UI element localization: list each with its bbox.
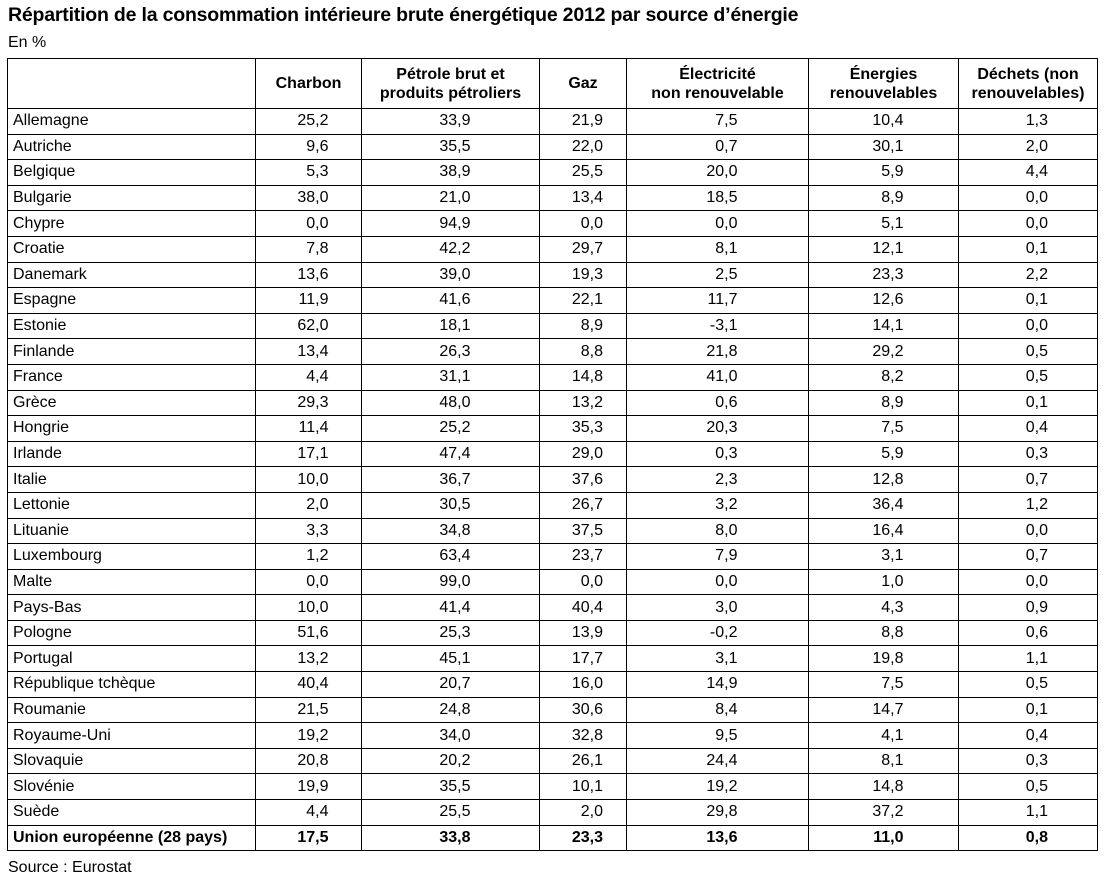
value-cell: 7,5 xyxy=(627,109,809,135)
value-cell: 21,0 xyxy=(362,185,540,211)
value-cell: 18,5 xyxy=(627,185,809,211)
value-cell: 2,0 xyxy=(959,134,1098,160)
country-cell: Allemagne xyxy=(8,109,256,135)
value-cell: 3,3 xyxy=(256,518,362,544)
value-cell: 34,8 xyxy=(362,518,540,544)
value-cell: 16,4 xyxy=(809,518,959,544)
value-cell: 29,7 xyxy=(540,236,627,262)
value-cell: 14,7 xyxy=(809,697,959,723)
value-cell: 5,9 xyxy=(809,160,959,186)
country-cell: Chypre xyxy=(8,211,256,237)
value-cell: 12,6 xyxy=(809,288,959,314)
value-cell: 17,1 xyxy=(256,441,362,467)
value-cell: 7,9 xyxy=(627,544,809,570)
value-cell: 0,3 xyxy=(959,748,1098,774)
value-cell: 26,3 xyxy=(362,339,540,365)
value-cell: 8,4 xyxy=(627,697,809,723)
value-cell: 0,3 xyxy=(627,441,809,467)
value-cell: 4,4 xyxy=(959,160,1098,186)
value-cell: 20,0 xyxy=(627,160,809,186)
value-cell: 19,2 xyxy=(256,723,362,749)
value-cell: 7,8 xyxy=(256,236,362,262)
table-row xyxy=(8,441,1098,467)
country-cell: Finlande xyxy=(8,339,256,365)
value-cell: 14,9 xyxy=(627,672,809,698)
table-row xyxy=(8,518,1098,544)
value-cell: 7,5 xyxy=(809,416,959,442)
value-cell: -0,2 xyxy=(627,620,809,646)
value-cell: 24,8 xyxy=(362,697,540,723)
table-row xyxy=(8,697,1098,723)
value-cell: 12,8 xyxy=(809,467,959,493)
value-cell: 51,6 xyxy=(256,620,362,646)
value-cell: 21,9 xyxy=(540,109,627,135)
table-row xyxy=(8,236,1098,262)
country-cell: Autriche xyxy=(8,134,256,160)
table-row xyxy=(8,723,1098,749)
value-cell: 0,1 xyxy=(959,288,1098,314)
header-dechets: Déchets (non renouvelables) xyxy=(959,59,1098,109)
value-cell: 13,9 xyxy=(540,620,627,646)
country-cell: Roumanie xyxy=(8,697,256,723)
value-cell: 22,1 xyxy=(540,288,627,314)
country-cell: Malte xyxy=(8,569,256,595)
value-cell: 38,9 xyxy=(362,160,540,186)
value-cell: 8,8 xyxy=(809,620,959,646)
value-cell: 2,2 xyxy=(959,262,1098,288)
value-cell: 0,4 xyxy=(959,723,1098,749)
table-row xyxy=(8,262,1098,288)
table-row xyxy=(8,544,1098,570)
page-title: Répartition de la consommation intérieure brute énergétique 2012 par source d’énergie xyxy=(8,4,799,26)
value-cell: 38,0 xyxy=(256,185,362,211)
value-cell: 1,1 xyxy=(959,800,1098,826)
table-row xyxy=(8,134,1098,160)
unit-label: En % xyxy=(8,34,47,51)
value-cell: 42,2 xyxy=(362,236,540,262)
value-cell: 1,0 xyxy=(809,569,959,595)
country-cell: Espagne xyxy=(8,288,256,314)
value-cell: 2,5 xyxy=(627,262,809,288)
value-cell: 40,4 xyxy=(540,595,627,621)
value-cell: 0,5 xyxy=(959,774,1098,800)
value-cell: 2,0 xyxy=(256,492,362,518)
value-cell: 3,1 xyxy=(809,544,959,570)
value-cell: 11,4 xyxy=(256,416,362,442)
value-cell: 0,4 xyxy=(959,416,1098,442)
header-electricite: Électricité non renouvelable xyxy=(627,59,809,109)
value-cell: 4,1 xyxy=(809,723,959,749)
value-cell: 8,1 xyxy=(809,748,959,774)
country-cell: Irlande xyxy=(8,441,256,467)
value-cell: 0,9 xyxy=(959,595,1098,621)
value-cell: 0,0 xyxy=(256,569,362,595)
country-cell: Suède xyxy=(8,800,256,826)
value-cell: 11,0 xyxy=(809,825,959,851)
value-cell: 29,8 xyxy=(627,800,809,826)
table-row xyxy=(8,569,1098,595)
table-row xyxy=(8,620,1098,646)
value-cell: 30,1 xyxy=(809,134,959,160)
value-cell: 13,2 xyxy=(256,646,362,672)
value-cell: 11,7 xyxy=(627,288,809,314)
value-cell: 0,1 xyxy=(959,390,1098,416)
value-cell: 0,1 xyxy=(959,236,1098,262)
energy-table xyxy=(7,58,1098,851)
value-cell: 10,0 xyxy=(256,595,362,621)
value-cell: 14,8 xyxy=(809,774,959,800)
value-cell: 17,7 xyxy=(540,646,627,672)
value-cell: 0,6 xyxy=(959,620,1098,646)
value-cell: 19,2 xyxy=(627,774,809,800)
value-cell: 5,3 xyxy=(256,160,362,186)
source-note: Source : Eurostat xyxy=(8,859,132,876)
header-charbon: Charbon xyxy=(256,59,362,109)
value-cell: 0,0 xyxy=(959,211,1098,237)
value-cell: 30,6 xyxy=(540,697,627,723)
value-cell: 13,6 xyxy=(627,825,809,851)
table-row xyxy=(8,288,1098,314)
value-cell: 35,3 xyxy=(540,416,627,442)
country-cell: Croatie xyxy=(8,236,256,262)
value-cell: 39,0 xyxy=(362,262,540,288)
value-cell: 2,0 xyxy=(540,800,627,826)
country-cell: Hongrie xyxy=(8,416,256,442)
table-row xyxy=(8,672,1098,698)
header-petrole: Pétrole brut et produits pétroliers xyxy=(362,59,540,109)
value-cell: 0,5 xyxy=(959,672,1098,698)
table-row xyxy=(8,390,1098,416)
header-row xyxy=(8,59,1098,109)
value-cell: 0,0 xyxy=(959,185,1098,211)
value-cell: 4,4 xyxy=(256,364,362,390)
value-cell: 19,8 xyxy=(809,646,959,672)
country-cell: Pologne xyxy=(8,620,256,646)
value-cell: 8,9 xyxy=(809,185,959,211)
value-cell: 13,6 xyxy=(256,262,362,288)
country-cell: Italie xyxy=(8,467,256,493)
table-row xyxy=(8,313,1098,339)
table-row xyxy=(8,416,1098,442)
value-cell: 11,9 xyxy=(256,288,362,314)
value-cell: 41,0 xyxy=(627,364,809,390)
value-cell: 20,7 xyxy=(362,672,540,698)
value-cell: 62,0 xyxy=(256,313,362,339)
value-cell: 23,3 xyxy=(809,262,959,288)
country-cell: Slovénie xyxy=(8,774,256,800)
country-cell: Union européenne (28 pays) xyxy=(8,825,256,851)
country-cell: Pays-Bas xyxy=(8,595,256,621)
value-cell: 23,7 xyxy=(540,544,627,570)
value-cell: 13,4 xyxy=(256,339,362,365)
value-cell: 19,3 xyxy=(540,262,627,288)
value-cell: 5,9 xyxy=(809,441,959,467)
value-cell: 3,1 xyxy=(627,646,809,672)
value-cell: 29,0 xyxy=(540,441,627,467)
table-row xyxy=(8,492,1098,518)
value-cell: 0,3 xyxy=(959,441,1098,467)
value-cell: 12,1 xyxy=(809,236,959,262)
value-cell: 14,8 xyxy=(540,364,627,390)
value-cell: 8,1 xyxy=(627,236,809,262)
country-cell: Belgique xyxy=(8,160,256,186)
value-cell: 25,5 xyxy=(362,800,540,826)
value-cell: 8,0 xyxy=(627,518,809,544)
value-cell: 24,4 xyxy=(627,748,809,774)
total-row xyxy=(8,825,1098,851)
value-cell: 29,3 xyxy=(256,390,362,416)
table-row xyxy=(8,595,1098,621)
value-cell: 23,3 xyxy=(540,825,627,851)
value-cell: 22,0 xyxy=(540,134,627,160)
value-cell: 32,8 xyxy=(540,723,627,749)
value-cell: 33,8 xyxy=(362,825,540,851)
value-cell: 48,0 xyxy=(362,390,540,416)
value-cell: 0,0 xyxy=(627,211,809,237)
value-cell: 29,2 xyxy=(809,339,959,365)
value-cell: 13,2 xyxy=(540,390,627,416)
value-cell: 0,0 xyxy=(256,211,362,237)
value-cell: 0,1 xyxy=(959,697,1098,723)
value-cell: 10,1 xyxy=(540,774,627,800)
value-cell: 26,1 xyxy=(540,748,627,774)
value-cell: 0,7 xyxy=(959,467,1098,493)
value-cell: 0,0 xyxy=(627,569,809,595)
value-cell: 14,1 xyxy=(809,313,959,339)
country-cell: République tchèque xyxy=(8,672,256,698)
country-cell: Estonie xyxy=(8,313,256,339)
value-cell: 1,1 xyxy=(959,646,1098,672)
value-cell: 19,9 xyxy=(256,774,362,800)
value-cell: 41,4 xyxy=(362,595,540,621)
value-cell: 26,7 xyxy=(540,492,627,518)
value-cell: 31,1 xyxy=(362,364,540,390)
country-cell: Slovaquie xyxy=(8,748,256,774)
value-cell: 2,3 xyxy=(627,467,809,493)
country-cell: Portugal xyxy=(8,646,256,672)
value-cell: 8,2 xyxy=(809,364,959,390)
value-cell: 0,7 xyxy=(959,544,1098,570)
value-cell: 21,8 xyxy=(627,339,809,365)
country-cell: Lettonie xyxy=(8,492,256,518)
value-cell: 20,2 xyxy=(362,748,540,774)
value-cell: 63,4 xyxy=(362,544,540,570)
value-cell: 13,4 xyxy=(540,185,627,211)
value-cell: 3,2 xyxy=(627,492,809,518)
country-cell: Danemark xyxy=(8,262,256,288)
value-cell: 37,6 xyxy=(540,467,627,493)
value-cell: 17,5 xyxy=(256,825,362,851)
value-cell: 25,2 xyxy=(362,416,540,442)
table-row xyxy=(8,109,1098,135)
value-cell: 0,0 xyxy=(540,211,627,237)
country-cell: Luxembourg xyxy=(8,544,256,570)
value-cell: 20,3 xyxy=(627,416,809,442)
table-row xyxy=(8,339,1098,365)
value-cell: 21,5 xyxy=(256,697,362,723)
table-row xyxy=(8,185,1098,211)
value-cell: 35,5 xyxy=(362,774,540,800)
value-cell: -3,1 xyxy=(627,313,809,339)
value-cell: 36,7 xyxy=(362,467,540,493)
table-row xyxy=(8,160,1098,186)
country-cell: Grèce xyxy=(8,390,256,416)
value-cell: 0,0 xyxy=(959,313,1098,339)
value-cell: 0,0 xyxy=(540,569,627,595)
value-cell: 3,0 xyxy=(627,595,809,621)
value-cell: 34,0 xyxy=(362,723,540,749)
value-cell: 30,5 xyxy=(362,492,540,518)
value-cell: 10,0 xyxy=(256,467,362,493)
value-cell: 7,5 xyxy=(809,672,959,698)
value-cell: 8,9 xyxy=(809,390,959,416)
value-cell: 25,2 xyxy=(256,109,362,135)
value-cell: 45,1 xyxy=(362,646,540,672)
value-cell: 37,5 xyxy=(540,518,627,544)
table-row xyxy=(8,364,1098,390)
table-row xyxy=(8,211,1098,237)
header-renouvelables: Énergies renouvelables xyxy=(809,59,959,109)
value-cell: 1,2 xyxy=(959,492,1098,518)
value-cell: 0,5 xyxy=(959,364,1098,390)
value-cell: 18,1 xyxy=(362,313,540,339)
header-corner xyxy=(8,59,256,109)
value-cell: 35,5 xyxy=(362,134,540,160)
value-cell: 10,4 xyxy=(809,109,959,135)
value-cell: 0,5 xyxy=(959,339,1098,365)
value-cell: 47,4 xyxy=(362,441,540,467)
value-cell: 0,7 xyxy=(627,134,809,160)
value-cell: 1,3 xyxy=(959,109,1098,135)
table-row xyxy=(8,646,1098,672)
value-cell: 4,4 xyxy=(256,800,362,826)
value-cell: 99,0 xyxy=(362,569,540,595)
value-cell: 25,3 xyxy=(362,620,540,646)
value-cell: 0,0 xyxy=(959,518,1098,544)
value-cell: 94,9 xyxy=(362,211,540,237)
table-row xyxy=(8,774,1098,800)
value-cell: 41,6 xyxy=(362,288,540,314)
value-cell: 16,0 xyxy=(540,672,627,698)
value-cell: 8,9 xyxy=(540,313,627,339)
country-cell: Bulgarie xyxy=(8,185,256,211)
country-cell: France xyxy=(8,364,256,390)
value-cell: 1,2 xyxy=(256,544,362,570)
value-cell: 5,1 xyxy=(809,211,959,237)
table-body xyxy=(8,109,1098,851)
value-cell: 36,4 xyxy=(809,492,959,518)
table-row xyxy=(8,800,1098,826)
table-row xyxy=(8,748,1098,774)
value-cell: 33,9 xyxy=(362,109,540,135)
value-cell: 0,6 xyxy=(627,390,809,416)
header-gaz: Gaz xyxy=(540,59,627,109)
value-cell: 0,0 xyxy=(959,569,1098,595)
table-row xyxy=(8,467,1098,493)
value-cell: 20,8 xyxy=(256,748,362,774)
value-cell: 4,3 xyxy=(809,595,959,621)
value-cell: 40,4 xyxy=(256,672,362,698)
country-cell: Royaume-Uni xyxy=(8,723,256,749)
country-cell: Lituanie xyxy=(8,518,256,544)
value-cell: 9,5 xyxy=(627,723,809,749)
value-cell: 9,6 xyxy=(256,134,362,160)
value-cell: 25,5 xyxy=(540,160,627,186)
value-cell: 37,2 xyxy=(809,800,959,826)
value-cell: 0,8 xyxy=(959,825,1098,851)
value-cell: 8,8 xyxy=(540,339,627,365)
